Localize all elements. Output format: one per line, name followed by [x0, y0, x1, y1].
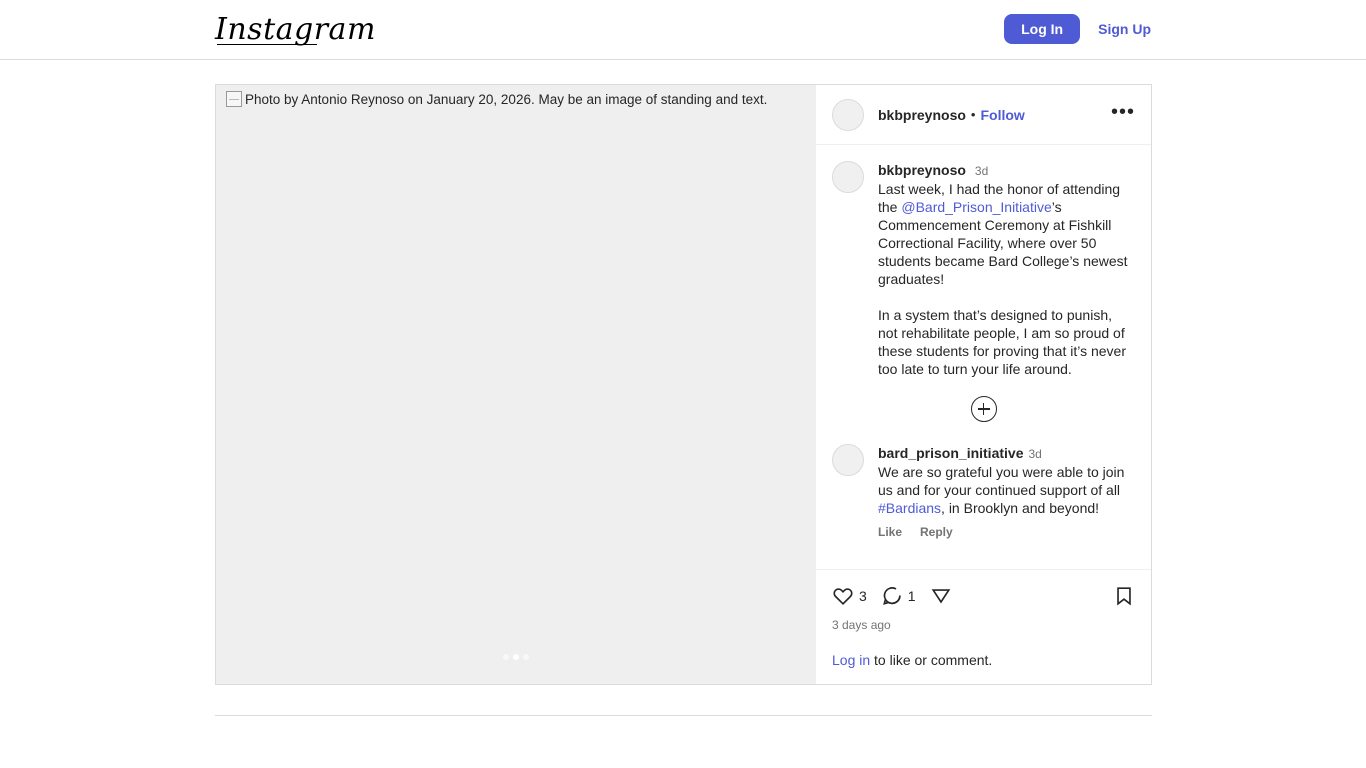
like-button[interactable] [832, 585, 867, 607]
carousel-indicator [216, 654, 816, 660]
save-button[interactable] [1113, 585, 1135, 607]
caption-time: 3d [974, 164, 989, 178]
login-prompt-text: to like or comment. [870, 652, 993, 668]
media-alt-text [226, 91, 808, 108]
comment-text-b: , in Brooklyn and beyond! [941, 500, 1100, 516]
caption-paragraph-2: In a system that’s designed to punish, not rehabilitate people, I am so proud of these students for proving that it’s never too late to turn your life around. [878, 307, 1126, 377]
bookmark-icon [1113, 585, 1135, 607]
site-header [0, 0, 1366, 60]
caption-paragraph-1 [878, 180, 1130, 288]
share-button[interactable] [930, 585, 952, 607]
heart-icon [832, 585, 854, 607]
sign-up-button[interactable]: Sign Up [1098, 21, 1151, 37]
caption-row [832, 161, 1135, 378]
more-options-icon[interactable]: ••• [1110, 100, 1135, 123]
post-container [215, 84, 1152, 685]
separator-dot: • [970, 107, 976, 122]
caption-mention-link[interactable]: @Bard_Prison_Initiative [901, 199, 1052, 215]
plus-icon[interactable] [971, 396, 997, 422]
post-author-username[interactable]: bkbpreynoso [878, 106, 966, 123]
comment-row [832, 444, 1135, 541]
media-alt-label: Photo by Antonio Reynoso on January 20, 2026. May be an image of standing and text. [245, 92, 768, 107]
post-author-header [816, 85, 1151, 145]
comment-body [878, 444, 1130, 541]
caption-text-a: Last week, I had the honor of attending the [878, 181, 1121, 215]
comment-button[interactable] [881, 585, 916, 607]
caption-username[interactable]: bkbpreynoso [878, 162, 966, 178]
post-action-group [832, 585, 1113, 607]
follow-button[interactable]: Follow [980, 106, 1025, 123]
like-count: 3 [859, 588, 867, 604]
comment-text-a: We are so grateful you were able to join us and for your continued support of all [878, 464, 1125, 498]
load-more-comments-row [832, 396, 1135, 422]
login-prompt [816, 632, 1151, 684]
comment-icon [881, 585, 903, 607]
comment-count: 1 [907, 588, 916, 604]
caption-body [878, 161, 1130, 378]
page-divider [215, 715, 1152, 716]
avatar[interactable] [832, 161, 864, 193]
comment-reply-button[interactable]: Reply [920, 525, 953, 539]
post-timestamp: 3 days ago [832, 618, 891, 632]
comment-actions [878, 523, 1130, 541]
broken-image-icon [226, 91, 242, 107]
comment-time: 3d [1028, 447, 1042, 461]
post-side-panel [816, 85, 1151, 684]
carousel-dot[interactable] [523, 654, 529, 660]
comment-like-button[interactable]: Like [878, 525, 903, 539]
header-actions [1004, 14, 1151, 44]
log-in-button[interactable]: Log In [1004, 14, 1080, 44]
avatar[interactable] [832, 99, 864, 131]
share-icon [930, 585, 952, 607]
instagram-logo[interactable]: Instagram [215, 12, 376, 47]
post-media[interactable] [216, 85, 816, 684]
comment-hashtag-link[interactable]: #Bardians [878, 500, 942, 516]
caption-text-b: ’s Commencement Ceremony at Fishkill Correctional Facility, where over 50 students became Bard College’s newest graduates! [878, 199, 1128, 287]
comment-text [878, 463, 1130, 517]
login-prompt-link[interactable]: Log in [832, 652, 871, 668]
carousel-dot[interactable] [503, 654, 509, 660]
avatar[interactable] [832, 444, 864, 476]
comment-username[interactable]: bard_prison_initiative [878, 445, 1024, 461]
post-author-meta [878, 107, 1111, 123]
carousel-dot[interactable] [513, 654, 519, 660]
comments-section [816, 145, 1151, 570]
post-action-row [832, 576, 1135, 616]
post-actions [816, 570, 1151, 632]
